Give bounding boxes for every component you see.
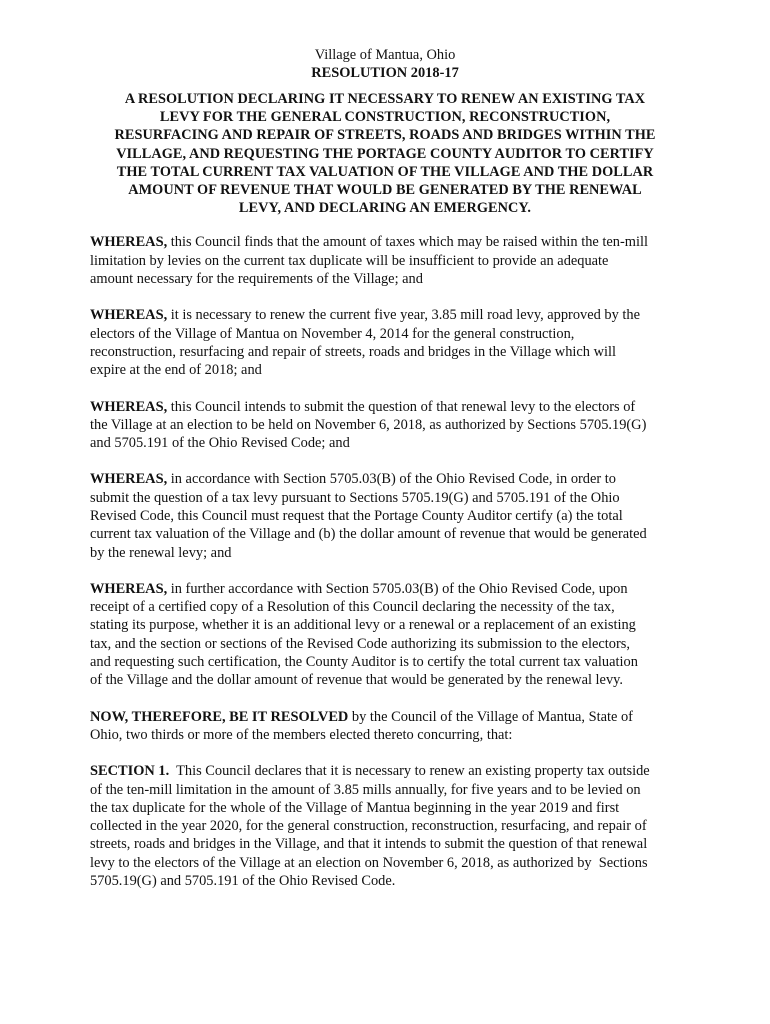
document-page bbox=[90, 46, 680, 890]
title-line: LEVY FOR THE GENERAL CONSTRUCTION, RECONSTRUCTION, bbox=[159, 109, 611, 126]
whereas-paragraph-2: WHEREAS, it is necessary to renew the current five year, 3.85 mill road levy, approved by the electors of the Village of Mantua on November 4, 2014 for the general construction, reconstruction, resurfacing and repair of streets, roads and bridges in the Village which will expire at the end of 2018; and bbox=[90, 307, 640, 379]
paragraph-lead: SECTION 1. bbox=[90, 763, 170, 780]
whereas-paragraph-3: WHEREAS, this Council intends to submit the question of that renewal levy to the electors of the Village at an election to be held on November 6, 2018, as authorized by Sections 5705.19(G) and 5705.191 of the Ohio Revised Code; and bbox=[90, 398, 647, 452]
paragraph-lead: WHEREAS, bbox=[90, 398, 168, 415]
resolved-paragraph: NOW, THEREFORE, BE IT RESOLVED by the Council of the Village of Mantua, State of Ohio, two thirds or more of the members elected thereto concurring, that: bbox=[90, 708, 633, 743]
whereas-paragraph-4: WHEREAS, in accordance with Section 5705.03(B) of the Ohio Revised Code, in order to submit the question of a tax levy pursuant to Sections 5705.19(G) and 5705.191 of the Ohio Revised Code, this Council must request that the Portage County Auditor certify (a) the total current tax valuation of the Village and (b) the dollar amount of revenue that would be generated by the renewal levy; and bbox=[90, 471, 647, 561]
paragraph-lead: NOW, THEREFORE, BE IT RESOLVED bbox=[90, 708, 349, 725]
title-line: RESURFACING AND REPAIR OF STREETS, ROADS AND BRIDGES WITHIN THE bbox=[114, 127, 656, 144]
title-line: VILLAGE, AND REQUESTING THE PORTAGE COUNTY AUDITOR TO CERTIFY bbox=[116, 145, 654, 162]
title-line: A RESOLUTION DECLARING IT NECESSARY TO RENEW AN EXISTING TAX bbox=[124, 91, 646, 107]
resolution-number: RESOLUTION 2018-17 bbox=[311, 65, 459, 81]
title-line: AMOUNT OF REVENUE THAT WOULD BE GENERATED BY THE RENEWAL bbox=[128, 182, 642, 199]
section-1-paragraph: SECTION 1. This Council declares that it is necessary to renew an existing property tax outside of the ten-mill limitation in the amount of 3.85 mills annually, for five years and to be levied on the tax duplicate for the whole of the Village of Mantua beginning in the year 2019 and first collected in the year 2020, for the general construction, reconstruction, resurfacing, and repair of streets, roads and bridges in the Village, and that it intends to submit the question of that renewal levy to the electors of the Village at an election on November 6, 2018, as authorized by Sections 5705.19(G) and 5705.191 of the Ohio Revised Code. bbox=[90, 763, 650, 890]
paragraph-lead: WHEREAS, bbox=[90, 234, 168, 251]
paragraph-lead: WHEREAS, bbox=[90, 307, 168, 324]
paragraph-lead: WHEREAS, bbox=[90, 580, 168, 597]
village-name: Village of Mantua, Ohio bbox=[314, 47, 456, 63]
resolution-title bbox=[90, 90, 680, 217]
paragraph-lead: WHEREAS, bbox=[90, 471, 168, 488]
title-line: THE TOTAL CURRENT TAX VALUATION OF THE VILLAGE AND THE DOLLAR bbox=[116, 163, 654, 180]
whereas-paragraph-1: WHEREAS, this Council finds that the amount of taxes which may be raised within the ten-mill limitation by levies on the current tax duplicate will be insufficient to provide an adequate amount necessary for the requirements of the Village; and bbox=[90, 234, 648, 288]
title-line: LEVY, AND DECLARING AN EMERGENCY. bbox=[238, 200, 532, 217]
whereas-paragraph-5: WHEREAS, in further accordance with Section 5705.03(B) of the Ohio Revised Code, upon receipt of a certified copy of a Resolution of this Council declaring the necessity of the tax, stating its purpose, whether it is an additional levy or a renewal or a replacement of an existing tax, and the section or sections of the Revised Code authorizing its submission to the electors, and requesting such certification, the County Auditor is to certify the total current tax valuation of the Village and the dollar amount of revenue that would be generated by the renewal levy. bbox=[90, 580, 638, 689]
